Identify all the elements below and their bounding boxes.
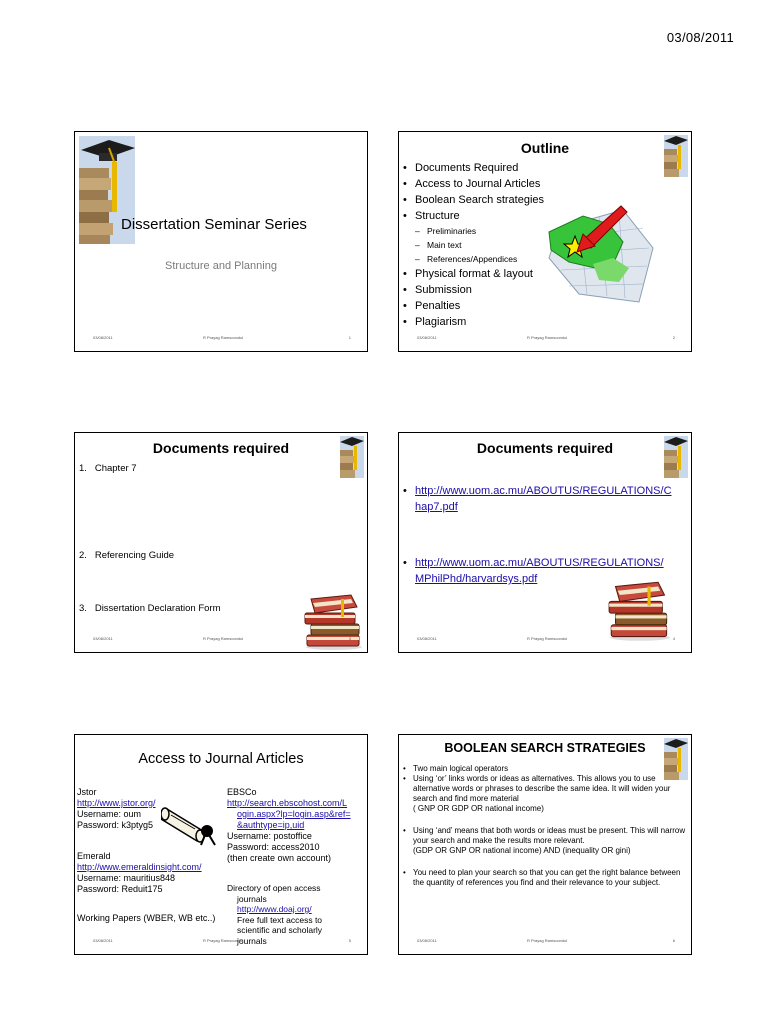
list-item: • Access to Journal Articles [403, 176, 583, 192]
ebsco-block [227, 787, 367, 864]
slide-5[interactable] [74, 734, 368, 955]
link-list [403, 483, 692, 515]
list-item: • You need to plan your search so that you can get the right balance between the quantity of references you find and their relevance to your subject. [403, 868, 681, 887]
slide-footer [75, 636, 367, 644]
slide-2[interactable] [398, 131, 692, 352]
list-item: • Plagiarism [403, 314, 583, 330]
slide-number: 3 [348, 636, 351, 641]
list-item: – References/Appendices [403, 252, 583, 266]
slide-3-title: Documents required [152, 440, 290, 456]
list-item: • Physical format & layout [403, 266, 583, 282]
example-or: ( GNP OR GDP OR national income) [413, 804, 544, 813]
jstor-password: Password: k3ptyg5 [77, 820, 154, 830]
footer-date: 03/08/2011 [93, 938, 113, 943]
emerald-username: Username: mauritius848 [77, 873, 176, 883]
doaj-title: Directory of open access [227, 883, 321, 893]
emerald-name: Emerald [77, 851, 111, 861]
slide-1-subtitle: Structure and Planning [165, 260, 277, 272]
slide-6-title: BOOLEAN SEARCH STRATEGIES [444, 741, 646, 755]
diploma-scroll-icon [161, 801, 219, 847]
ebsco-link[interactable]: http://search.ebscohost.com/L ogin.aspx?lp=login.asp&ref= &authtype=ip,uid [227, 798, 351, 830]
list-item: • Using ‘and’ means that both words or ideas must be present. This will narrow your search and make the results more relevant. [403, 826, 686, 845]
list-item: • Boolean Search strategies [403, 192, 583, 208]
title-part-1: Dissertation [121, 216, 201, 233]
map-star-arrow-image [543, 198, 661, 308]
footer-date: 03/08/2011 [93, 335, 113, 340]
list-item: • Two main logical operators [403, 764, 509, 773]
footer-author: R Prayag Ramsoondul [527, 636, 568, 641]
slide-number: 4 [672, 636, 675, 641]
slide-2-title: Outline [520, 140, 570, 156]
working-papers: Working Papers (WBER, WB etc..) [77, 913, 216, 923]
list-item [403, 483, 692, 515]
slide-3[interactable] [74, 432, 368, 653]
slide-number: 1 [348, 335, 351, 340]
slide-number: 6 [672, 938, 675, 943]
slide-5-title: Access to Journal Articles [138, 751, 304, 767]
list-item: • Submission [403, 282, 583, 298]
jstor-link[interactable]: http://www.jstor.org/ [77, 798, 156, 808]
footer-date: 03/08/2011 [417, 636, 437, 641]
slide-footer [75, 335, 367, 343]
footer-date: 03/08/2011 [93, 636, 113, 641]
chapter7-link[interactable]: http://www.uom.ac.mu/ABOUTUS/REGULATIONS/C hap7.pdf [415, 485, 672, 513]
doaj-desc-2: scientific and scholarly [237, 925, 323, 935]
documents-list [79, 512, 286, 653]
boolean-content [403, 764, 691, 888]
slide-footer [399, 636, 691, 644]
list-item: • Documents Required [403, 160, 583, 176]
slide-1-title [121, 216, 307, 233]
ebsco-username: Username: postoffice [227, 831, 312, 841]
ebsco-password: Password: access2010 [227, 842, 320, 852]
title-part-2: Seminar Series [204, 216, 307, 233]
footer-date: 03/08/2011 [417, 938, 437, 943]
harvard-guide-link[interactable]: http://www.uom.ac.mu/ABOUTUS/REGULATIONS/ MPhilPhd/harvardsys.pdf [415, 557, 664, 585]
ebsco-name: EBSCo [227, 787, 257, 797]
slide-footer [75, 935, 367, 946]
slide-4[interactable] [398, 432, 692, 653]
list-item: – Preliminaries [403, 224, 583, 238]
emerald-password: Password: Reduit175 [77, 884, 163, 894]
slide-number: 5 [348, 938, 351, 943]
list-item: 2. Referencing Guide [79, 550, 175, 561]
footer-date: 03/08/2011 [417, 335, 437, 340]
doaj-title-2: journals [237, 893, 267, 904]
slide-number: 2 [672, 335, 675, 340]
slide-1[interactable] [74, 131, 368, 352]
list-item: • Using ‘or’ links words or ideas as alternatives. This allows you to use alternative words or phrases to describe the same idea. It will widen your search and find more material [403, 774, 671, 803]
footer-author: R Prayag Ramsoondul [203, 636, 244, 641]
list-item: – Main text [403, 238, 583, 252]
footer-author: R Prayag Ramsoondul [203, 938, 244, 943]
footer-author: R Prayag Ramsoondul [203, 335, 244, 340]
ebsco-note: (then create own account) [227, 853, 332, 863]
slide-footer [399, 335, 691, 343]
emerald-link[interactable]: http://www.emeraldinsight.com/ [77, 862, 202, 872]
book-stack-icon [607, 579, 673, 643]
list-item: • Penalties [403, 298, 583, 314]
example-and: (GDP OR GNP OR national income) AND (inequality OR gini) [413, 846, 631, 855]
jstor-username: Username: oum [77, 809, 142, 819]
doaj-link[interactable]: http://www.doaj.org/ [237, 904, 312, 914]
emerald-block [77, 851, 227, 895]
footer-author: R Prayag Ramsoondul [527, 335, 568, 340]
doaj-desc-1: Free full text access to [237, 914, 323, 925]
slide-4-title: Documents required [476, 440, 614, 456]
doaj-desc-3: journals [237, 935, 267, 946]
slide-6[interactable] [398, 734, 692, 955]
slide-footer [399, 938, 691, 946]
jstor-name: Jstor [77, 787, 97, 797]
list-item: 3. Dissertation Declaration Form [79, 602, 221, 614]
list-item: 1. Chapter 7 [79, 463, 137, 474]
footer-author: R Prayag Ramsoondul [527, 938, 568, 943]
list-item: • Structure [403, 208, 583, 224]
doaj-block [227, 883, 367, 946]
page-date: 03/08/2011 [666, 30, 734, 45]
